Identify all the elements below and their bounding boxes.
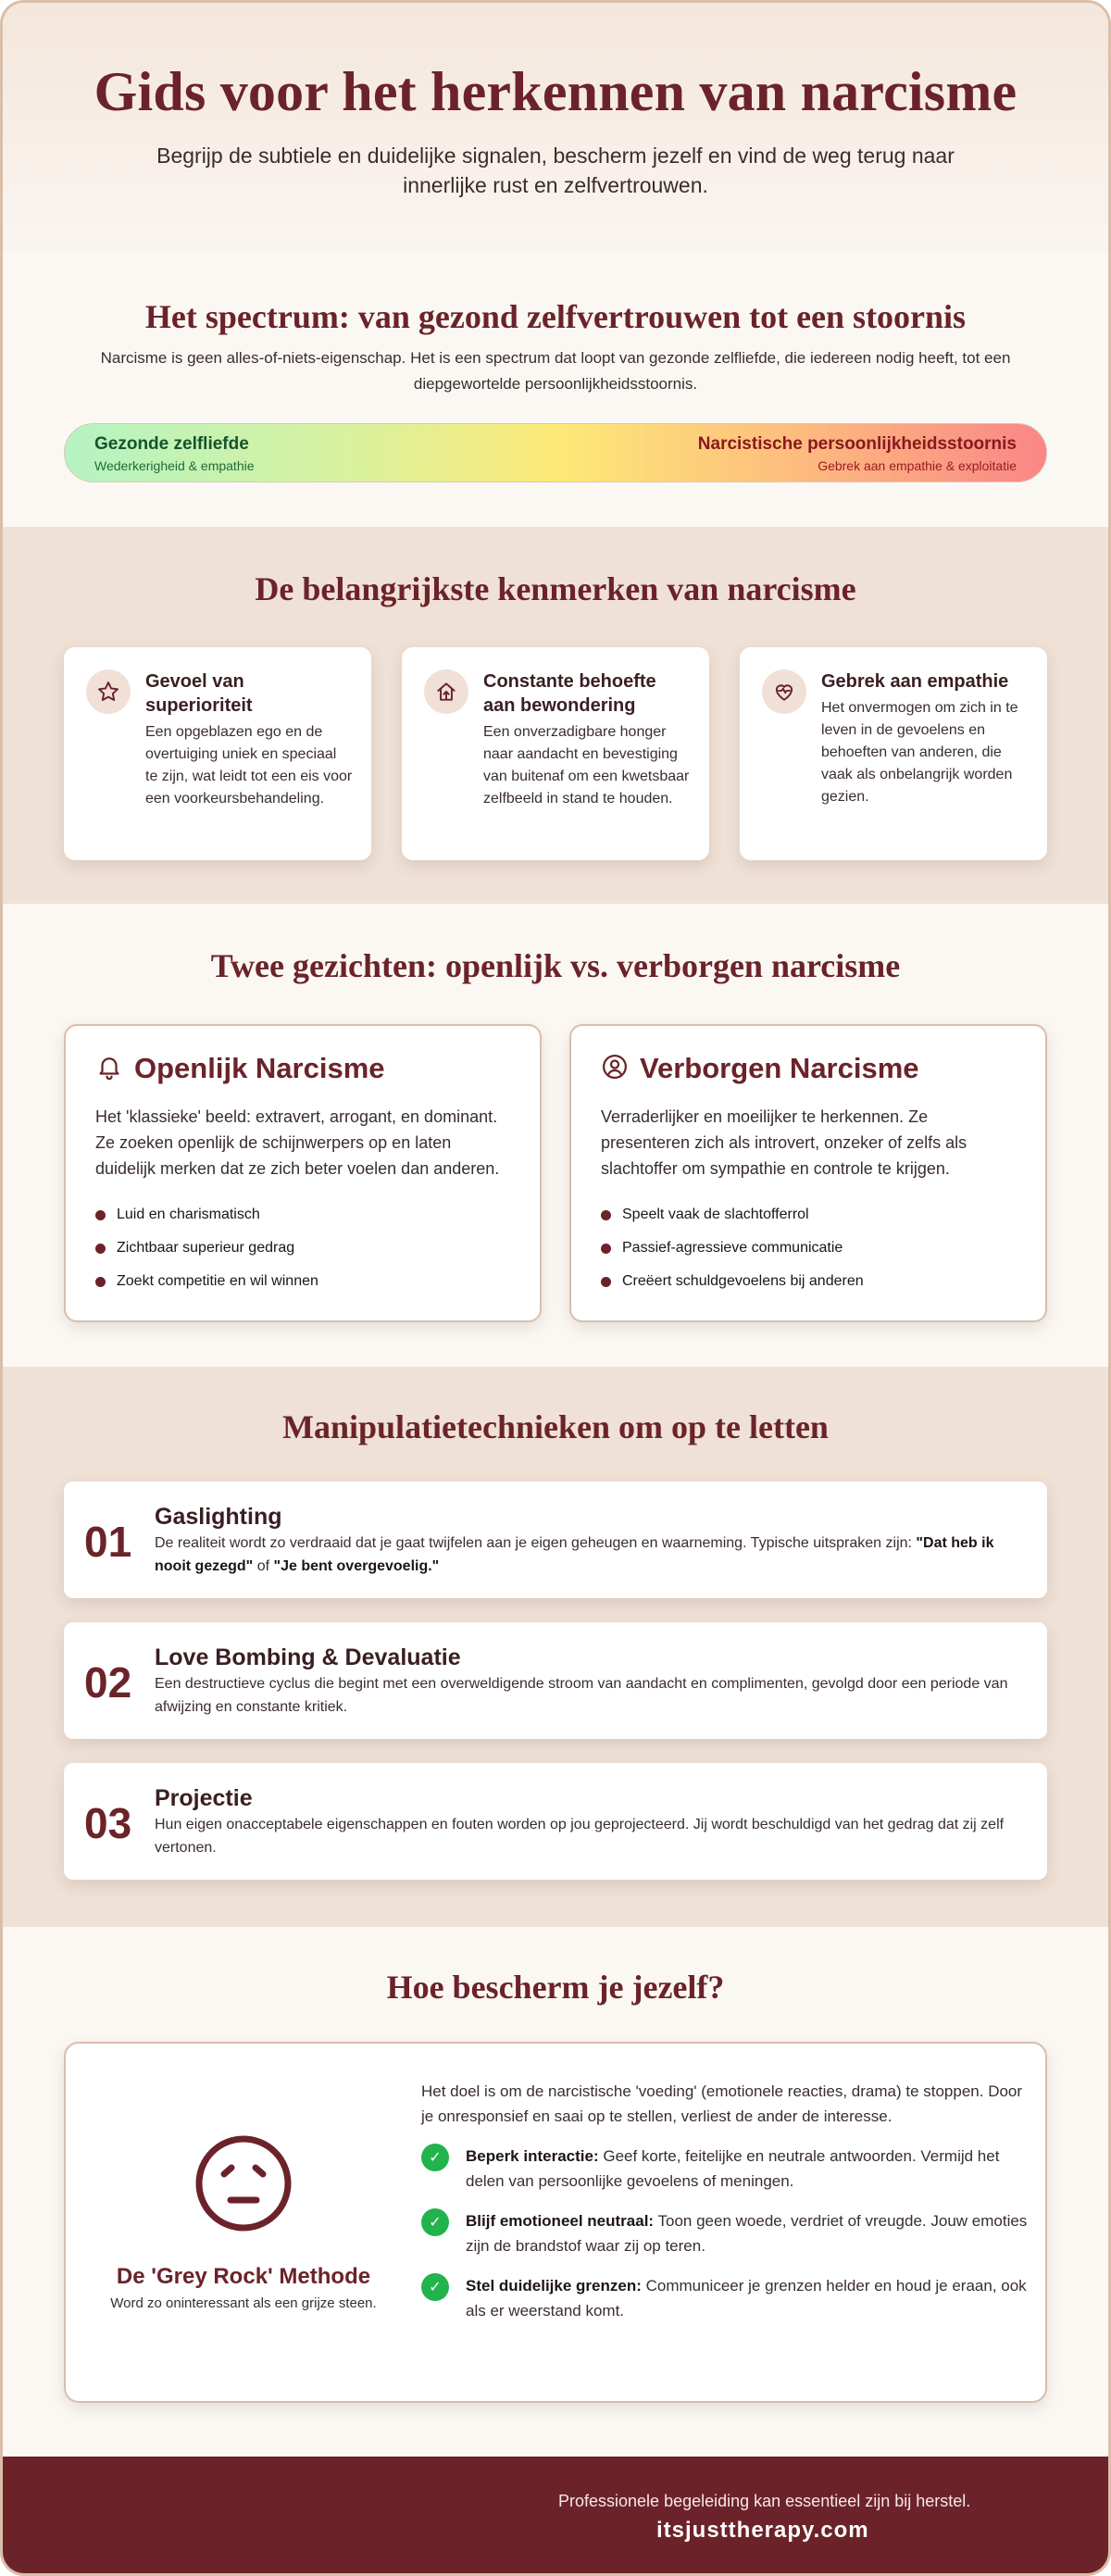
footer-line: Professionele begeleiding kan essentieel zijn bij herstel.: [558, 2492, 971, 2510]
page-title: Gids voor het herkennen van narcisme: [94, 61, 1017, 122]
tip-label: Stel duidelijke grenzen:: [466, 2277, 642, 2295]
overt-title: Openlijk Narcisme: [134, 1052, 385, 1084]
method-subtitle: Word zo oninteressant als een grijze steen.: [110, 2295, 377, 2311]
tip-label: Beperk interactie:: [466, 2147, 599, 2165]
list-item: [95, 1198, 510, 1232]
protect-title: Hoe bescherm je jezelf?: [386, 1969, 725, 2006]
method-goal: Het doel is om de narcistische 'voeding' (emotionele reacties, drama) te stoppen. Door je onresponsief en saai op te stellen, verliest de ander de interesse.: [421, 2082, 1023, 2125]
spectrum-bar: [64, 423, 1047, 482]
page-header: [3, 3, 1108, 251]
check-icon: ✓: [421, 2144, 449, 2171]
covert-points: [601, 1198, 1016, 1298]
covert-desc: Verraderlijker en moeilijker te herkennen. Ze presenteren zich als introvert, onzeker of zelfs als slachtoffer om sympathie en controle te krijgen.: [601, 1107, 967, 1178]
page-subtitle: Begrijp de subtiele en duidelijke signalen, bescherm jezelf en vind de weg terug naar innerlijke rust en zelfvertrouwen.: [156, 144, 955, 197]
footer-site-link[interactable]: itsjusttherapy.com: [656, 2518, 869, 2543]
tip-body: Communiceer je grenzen helder en houd je eraan, ook als er weerstand komt.: [466, 2277, 1027, 2320]
faces-list: [64, 1024, 1047, 1322]
bullet-icon: [95, 1277, 106, 1287]
bullet-icon: [601, 1244, 611, 1254]
covert-card: [569, 1024, 1047, 1322]
trait-card-empathy: [740, 647, 1047, 860]
tip-text: [466, 2273, 1032, 2323]
tip-item: [421, 2273, 1032, 2323]
overt-points: [95, 1198, 510, 1298]
list-item-text: Zichtbaar superieur gedrag: [117, 1240, 295, 1256]
traits-list: [64, 647, 1047, 860]
item-title: Love Bombing & Devaluatie: [155, 1644, 461, 1670]
page-footer: [3, 2457, 1108, 2576]
list-item: [601, 1265, 1016, 1298]
item-text: [155, 1532, 1021, 1578]
list-item-text: Luid en charismatisch: [117, 1207, 260, 1222]
check-icon: ✓: [421, 2208, 449, 2236]
tip-item: [421, 2208, 1032, 2258]
spectrum-right-sub: Gebrek aan empathie & exploitatie: [818, 458, 1017, 473]
house-icon: [424, 669, 468, 714]
faces-section: [3, 904, 1108, 1367]
list-item-text: Speelt vaak de slachtofferrol: [622, 1207, 809, 1222]
trait-text: Het onvermogen om zich in te leven in de gevoelens en behoeften van anderen, die vaak als onbelangrijk worden gezien.: [821, 700, 1018, 805]
method-title: De 'Grey Rock' Methode: [116, 2264, 371, 2289]
item-quote: "Je bent overgevoelig.": [273, 1558, 440, 1574]
trait-card-admiration: [402, 647, 709, 860]
tip-item: [421, 2144, 1032, 2194]
list-item: [95, 1232, 510, 1265]
spectrum-left-sub: Wederkerigheid & empathie: [94, 458, 255, 473]
overt-card: [64, 1024, 542, 1322]
trait-title: Constante behoefte aan bewondering: [483, 671, 656, 716]
trait-title: Gebrek aan empathie: [821, 671, 1009, 692]
faces-title: Twee gezichten: openlijk vs. verborgen narcisme: [210, 947, 901, 984]
trait-title: Gevoel van superioriteit: [145, 671, 253, 716]
list-item: [601, 1232, 1016, 1265]
bullet-icon: [95, 1210, 106, 1220]
item-number: 02: [84, 1658, 132, 1707]
trait-text: Een opgeblazen ego en de overtuiging uniek en speciaal te zijn, wat leidt tot een eis voor een voorkeursbehandeling.: [145, 724, 353, 807]
heart-icon: [762, 669, 806, 714]
protect-section: [3, 1927, 1108, 2457]
item-number: 03: [84, 1799, 132, 1847]
overt-desc: Het 'klassieke' beeld: extravert, arrogant, en dominant. Ze zoeken openlijk de schijnwerpers op en laten duidelijk merken dat ze zich beter voelen dan anderen.: [95, 1107, 500, 1178]
manipulation-item-gaslighting: [64, 1482, 1047, 1598]
spectrum-section: [3, 251, 1108, 527]
tip-text: [466, 2208, 1032, 2258]
neutral-face-icon: [193, 2133, 293, 2238]
list-item: [601, 1198, 1016, 1232]
traits-title: De belangrijkste kenmerken van narcisme: [255, 570, 856, 607]
trait-card-superiority: [64, 647, 371, 860]
spectrum-intro: Narcisme is geen alles-of-niets-eigenschap. Het is een spectrum dat loopt van gezonde zelfliefde, die iedereen nodig heeft, tot een diepgewortelde persoonlijkheidsstoornis.: [100, 349, 1011, 393]
list-item-text: Passief-agressieve communicatie: [622, 1240, 843, 1256]
manipulation-section: [3, 1367, 1108, 1927]
tip-body: Geef korte, feitelijke en neutrale antwoorden. Vermijd het delen van persoonlijke gevoelens of meningen.: [466, 2147, 1000, 2190]
spectrum-left-title: Gezonde zelfliefde: [94, 434, 249, 454]
check-icon: ✓: [421, 2273, 449, 2301]
grey-rock-card: [64, 2042, 1047, 2403]
item-quote: "Dat heb ik nooit gezegd": [155, 1535, 994, 1574]
bullet-icon: [601, 1277, 611, 1287]
item-number: 01: [84, 1518, 132, 1566]
list-item-text: Creëert schuldgevoelens bij anderen: [622, 1273, 864, 1289]
trait-text: Een onverzadigbare honger naar aandacht en bevestiging van buitenaf om een kwetsbaar zelfbeeld in stand te houden.: [483, 724, 690, 807]
item-text-body: De realiteit wordt zo verdraaid dat je gaat twijfelen aan je eigen geheugen en waarneming. Typische uitspraken zijn:: [155, 1535, 917, 1551]
tip-label: Blijf emotioneel neutraal:: [466, 2212, 655, 2230]
spectrum-right-label: [698, 432, 1017, 475]
bullet-icon: [601, 1210, 611, 1220]
traits-section: [3, 527, 1108, 904]
spectrum-title: Het spectrum: van gezond zelfvertrouwen tot een stoornis: [144, 298, 967, 335]
manipulation-item-projection: [64, 1763, 1047, 1880]
tip-body: Toon geen woede, verdriet of vreugde. Jouw emoties zijn de brandstof waar zij op teren.: [466, 2212, 1028, 2255]
spectrum-left-label: [94, 432, 255, 475]
item-title: Projectie: [155, 1785, 253, 1811]
item-text: Een destructieve cyclus die begint met een overweldigende stroom van aandacht en complimenten, gevolgd door een periode van afwijzing en constante kritiek.: [155, 1676, 1008, 1715]
manipulation-title: Manipulatietechnieken om op te letten: [282, 1408, 829, 1445]
star-icon: [86, 669, 131, 714]
manipulation-list: [64, 1482, 1047, 1880]
tip-text: [466, 2144, 1032, 2194]
bullet-icon: [95, 1244, 106, 1254]
user-circle-icon: [601, 1053, 629, 1085]
bell-icon: [95, 1053, 123, 1085]
spectrum-right-title: Narcistische persoonlijkheidsstoornis: [697, 434, 1017, 454]
covert-title: Verborgen Narcisme: [640, 1052, 919, 1084]
list-item-text: Zoekt competitie en wil winnen: [117, 1273, 318, 1289]
item-title: Gaslighting: [155, 1504, 282, 1530]
item-joiner: of: [253, 1558, 274, 1574]
manipulation-item-love-bombing: [64, 1622, 1047, 1739]
list-item: [95, 1265, 510, 1298]
item-text: Hun eigen onacceptabele eigenschappen en fouten worden op jou geprojecteerd. Jij wordt beschuldigd van het gedrag dat zij zelf vertonen.: [155, 1817, 1005, 1856]
